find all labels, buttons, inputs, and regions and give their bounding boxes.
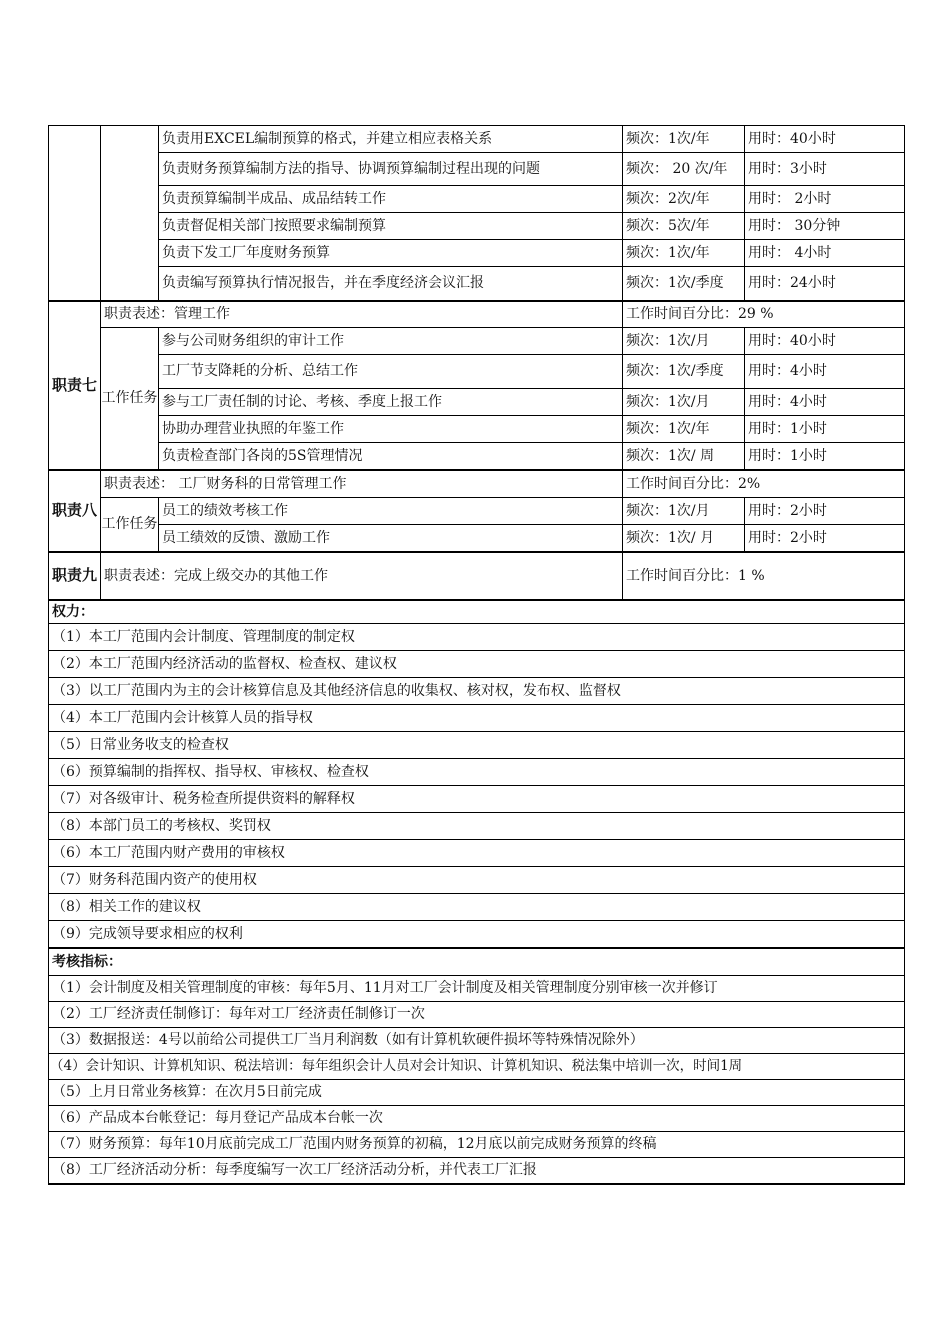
- list-item: [49, 1157, 905, 1184]
- time-percent: 工作时间百分比：1 %: [623, 552, 905, 600]
- time-spent: 用时： 30分钟: [745, 213, 905, 240]
- power-heading: 权力：: [49, 600, 905, 624]
- duty-seven-label: 职责七: [49, 301, 101, 470]
- power-item: （8）本部门员工的考核权、奖罚权: [49, 812, 905, 839]
- frequency: 频次：1次/月: [623, 327, 745, 354]
- list-item: [49, 677, 905, 704]
- table-row: [49, 213, 905, 240]
- time-spent: 用时：24小时: [745, 267, 905, 301]
- duty-label-empty: [49, 126, 101, 301]
- duty-eight-label: 职责八: [49, 470, 101, 552]
- table-row: [49, 240, 905, 267]
- frequency: 频次：1次/月: [623, 497, 745, 524]
- frequency: 频次： 20 次/年: [623, 153, 745, 186]
- time-spent: 用时：1小时: [745, 415, 905, 442]
- power-item: （7）财务科范围内资产的使用权: [49, 866, 905, 893]
- time-spent: 用时：40小时: [745, 327, 905, 354]
- task-text: 负责编写预算执行情况报告，并在季度经济会议汇报: [159, 267, 623, 301]
- time-spent: 用时：1小时: [745, 442, 905, 470]
- power-item: （5）日常业务收支的检查权: [49, 731, 905, 758]
- time-spent: 用时：40小时: [745, 126, 905, 153]
- power-item: （9）完成领导要求相应的权利: [49, 920, 905, 948]
- list-item: [49, 623, 905, 650]
- duty-statement: 职责表述： 工厂财务科的日常管理工作: [101, 470, 623, 498]
- duties-table: [48, 125, 905, 1185]
- frequency: 频次：1次/ 周: [623, 442, 745, 470]
- frequency: 频次：1次/年: [623, 240, 745, 267]
- duty-statement-row: [49, 552, 905, 600]
- frequency: 频次：5次/年: [623, 213, 745, 240]
- section-header-row: [49, 948, 905, 976]
- list-item: [49, 731, 905, 758]
- table-row: [49, 153, 905, 186]
- task-text: 参与工厂责任制的讨论、考核、季度上报工作: [159, 388, 623, 415]
- list-item: [49, 650, 905, 677]
- time-spent: 用时：3小时: [745, 153, 905, 186]
- frequency: 频次：1次/年: [623, 415, 745, 442]
- task-text: 工厂节支降耗的分析、总结工作: [159, 354, 623, 388]
- time-spent: 用时： 2小时: [745, 186, 905, 213]
- task-text: 负责财务预算编制方法的指导、协调预算编制过程出现的问题: [159, 153, 623, 186]
- duty-statement: 职责表述：完成上级交办的其他工作: [101, 552, 623, 600]
- task-label-empty: [101, 126, 159, 301]
- assessment-item: （4）会计知识、计算机知识、税法培训：每年组织会计人员对会计知识、计算机知识、税法集中培训一次，时间1周: [49, 1053, 905, 1079]
- table-row: [49, 126, 905, 153]
- time-percent: 工作时间百分比：29 %: [623, 301, 905, 328]
- duty-statement: 职责表述：管理工作: [101, 301, 623, 328]
- task-text: 负责检查部门各岗的5S管理情况: [159, 442, 623, 470]
- time-spent: 用时： 4小时: [745, 240, 905, 267]
- task-text: 参与公司财务组织的审计工作: [159, 327, 623, 354]
- assessment-item: （7）财务预算：每年10月底前完成工厂范围内财务预算的初稿，12月底以前完成财务预算的终稿: [49, 1131, 905, 1157]
- duty-nine-label: 职责九: [49, 552, 101, 600]
- table-row: [49, 415, 905, 442]
- task-text: 负责用EXCEL编制预算的格式，并建立相应表格关系: [159, 126, 623, 153]
- assessment-item: （6）产品成本台帐登记：每月登记产品成本台帐一次: [49, 1105, 905, 1131]
- assessment-item: （1）会计制度及相关管理制度的审核：每年5月、11月对工厂会计制度及相关管理制度分别审核一次并修订: [49, 975, 905, 1001]
- assessment-item: （5）上月日常业务核算：在次月5日前完成: [49, 1079, 905, 1105]
- table-row: [49, 497, 905, 524]
- table-row: [49, 388, 905, 415]
- power-item: （6）本工厂范围内财产费用的审核权: [49, 839, 905, 866]
- list-item: [49, 920, 905, 948]
- table-row: [49, 354, 905, 388]
- task-text: 员工的绩效考核工作: [159, 497, 623, 524]
- power-item: （2）本工厂范围内经济活动的监督权、检查权、建议权: [49, 650, 905, 677]
- work-task-label: 工作任务: [101, 327, 159, 470]
- power-item: （1）本工厂范围内会计制度、管理制度的制定权: [49, 623, 905, 650]
- table-row: [49, 327, 905, 354]
- assessment-item: （8）工厂经济活动分析：每季度编写一次工厂经济活动分析，并代表工厂汇报: [49, 1157, 905, 1184]
- list-item: [49, 866, 905, 893]
- task-text: 协助办理营业执照的年鉴工作: [159, 415, 623, 442]
- list-item: [49, 1105, 905, 1131]
- power-item: （3）以工厂范围内为主的会计核算信息及其他经济信息的收集权、核对权，发布权、监督权: [49, 677, 905, 704]
- time-spent: 用时：4小时: [745, 354, 905, 388]
- frequency: 频次：1次/月: [623, 388, 745, 415]
- list-item: [49, 839, 905, 866]
- list-item: [49, 1053, 905, 1079]
- table-row: [49, 267, 905, 301]
- frequency: 频次：1次/季度: [623, 354, 745, 388]
- power-item: （8）相关工作的建议权: [49, 893, 905, 920]
- section-header-row: [49, 600, 905, 624]
- time-percent: 工作时间百分比：2%: [623, 470, 905, 498]
- time-spent: 用时：2小时: [745, 497, 905, 524]
- task-text: 员工绩效的反馈、激励工作: [159, 524, 623, 552]
- time-spent: 用时：4小时: [745, 388, 905, 415]
- table-row: [49, 442, 905, 470]
- list-item: [49, 1079, 905, 1105]
- duty-statement-row: [49, 301, 905, 328]
- frequency: 频次：1次/年: [623, 126, 745, 153]
- list-item: [49, 893, 905, 920]
- power-item: （4）本工厂范围内会计核算人员的指导权: [49, 704, 905, 731]
- assessment-heading: 考核指标：: [49, 948, 905, 976]
- task-text: 负责督促相关部门按照要求编制预算: [159, 213, 623, 240]
- list-item: [49, 1027, 905, 1053]
- frequency: 频次：1次/ 月: [623, 524, 745, 552]
- table-row: [49, 186, 905, 213]
- assessment-item: （3）数据报送：4号以前给公司提供工厂当月利润数（如有计算机软硬件损坏等特殊情况除外）: [49, 1027, 905, 1053]
- list-item: [49, 758, 905, 785]
- list-item: [49, 812, 905, 839]
- list-item: [49, 785, 905, 812]
- assessment-item: （2）工厂经济责任制修订：每年对工厂经济责任制修订一次: [49, 1001, 905, 1027]
- duty-statement-row: [49, 470, 905, 498]
- table-row: [49, 524, 905, 552]
- job-description-page: [48, 125, 904, 1185]
- task-text: 负责下发工厂年度财务预算: [159, 240, 623, 267]
- power-item: （6）预算编制的指挥权、指导权、审核权、检查权: [49, 758, 905, 785]
- frequency: 频次：1次/季度: [623, 267, 745, 301]
- time-spent: 用时：2小时: [745, 524, 905, 552]
- list-item: [49, 975, 905, 1001]
- list-item: [49, 1001, 905, 1027]
- list-item: [49, 704, 905, 731]
- list-item: [49, 1131, 905, 1157]
- frequency: 频次：2次/年: [623, 186, 745, 213]
- task-text: 负责预算编制半成品、成品结转工作: [159, 186, 623, 213]
- power-item: （7）对各级审计、税务检查所提供资料的解释权: [49, 785, 905, 812]
- work-task-label: 工作任务: [101, 497, 159, 552]
